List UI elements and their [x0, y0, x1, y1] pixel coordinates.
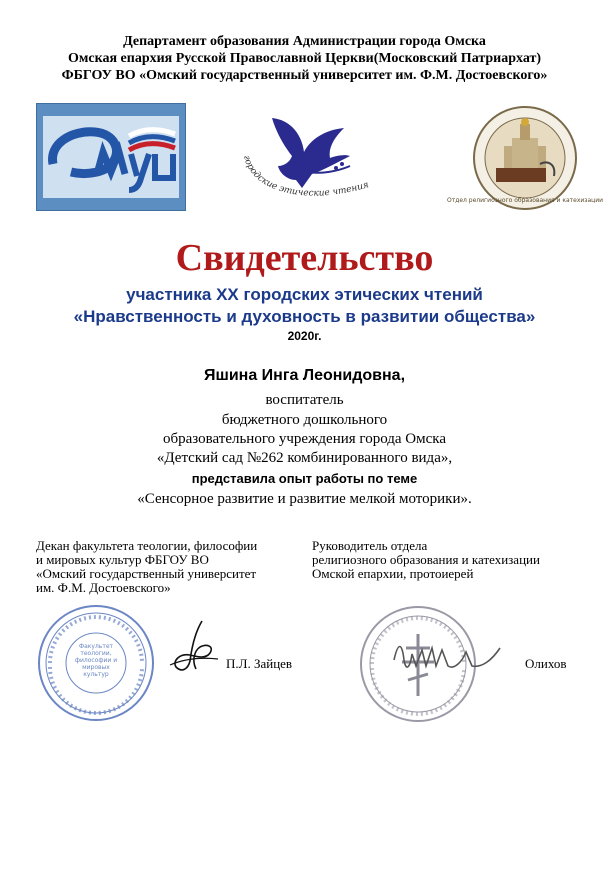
stamp-text: Факультет теологии, философии и мировых культур — [74, 643, 118, 678]
right-signer-name: Олихов — [525, 656, 567, 671]
faculty-stamp — [36, 603, 156, 723]
dove-logo — [232, 100, 382, 210]
header-line-1: Департамент образования Администрации города Омска — [123, 34, 486, 49]
recipient-position: воспитатель — [265, 392, 344, 408]
left-signatory-line-1: Декан факультета теологии, философии — [36, 538, 258, 553]
topic-text: «Сенсорное развитие и развитие мелкой моторики». — [137, 491, 472, 507]
dove-logo-text: городские этические чтения — [241, 154, 370, 199]
right-signatory-line-3: Омской епархии, протоиерей — [312, 566, 474, 581]
presented-text: представила опыт работы по теме — [191, 471, 418, 486]
left-signatory-line-2: и мировых культур ФБГОУ ВО — [36, 552, 209, 567]
left-signatory-line-3: «Омский государственный университет — [36, 566, 257, 581]
right-signatory-block — [312, 539, 592, 581]
signature-olikhov — [392, 632, 512, 680]
header-line-2: Омская епархия Русской Православной Церкви(Московский Патриархат) — [67, 51, 542, 66]
recipient-name: Яшина Инга Леонидовна, — [203, 367, 406, 384]
church-seal-logo — [446, 104, 604, 212]
left-signatory-block — [36, 539, 306, 595]
left-signer-name: П.Л. Зайцев — [226, 656, 293, 671]
certificate-subtitle-2: «Нравственность и духовность в развитии общества» — [73, 307, 536, 326]
omgu-logo — [36, 103, 186, 211]
signature-zaitsev — [166, 617, 226, 677]
right-signatory-line-1: Руководитель отдела — [312, 538, 428, 553]
recipient-org-line-2: образовательного учреждения города Омска — [162, 431, 447, 447]
certificate-title: Свидетельство — [175, 237, 434, 279]
recipient-org-line-1: бюджетного дошкольного — [221, 412, 388, 428]
church-seal-text: Отдел религиозного образования и катехизации — [446, 197, 604, 204]
certificate-year: 2020г. — [287, 329, 322, 343]
right-signatory-line-2: религиозного образования и катехизации — [312, 552, 540, 567]
header-line-3: ФБГОУ ВО «Омский государственный университет им. Ф.М. Достоевского» — [61, 68, 548, 83]
certificate-subtitle-1: участника XX городских этических чтений — [126, 285, 483, 304]
recipient-org-line-3: «Детский сад №262 комбинированного вида», — [156, 450, 453, 466]
left-signatory-line-4: им. Ф.М. Достоевского» — [36, 580, 171, 595]
